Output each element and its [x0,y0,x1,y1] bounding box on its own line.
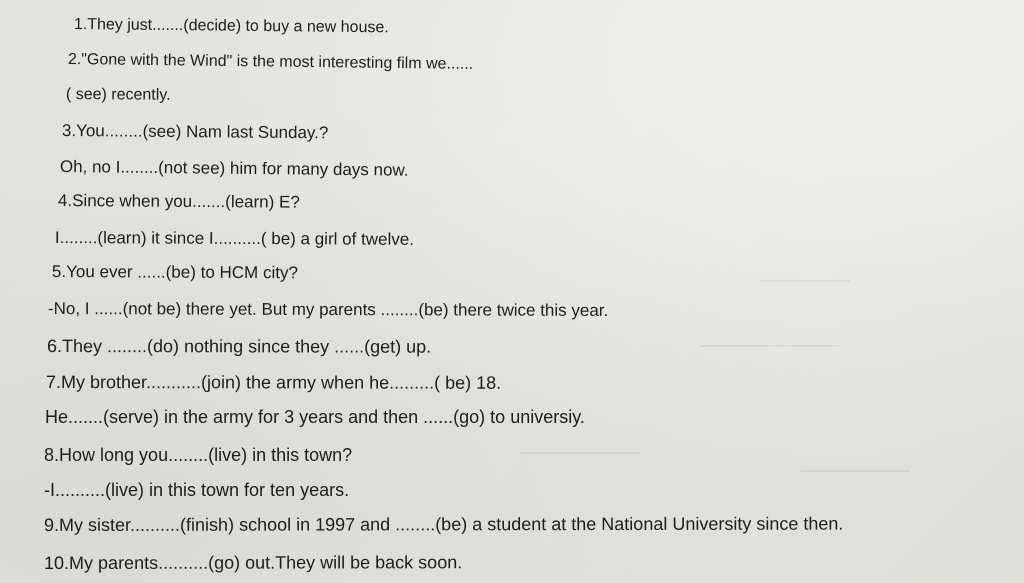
paper-bleed-mark [800,470,910,472]
exercise-line: 10.My parents..........(go) out.They will be back soon. [43,552,463,573]
paper-bleed-mark [700,345,840,347]
exercise-line: 8.How long you........(live) in this town? [44,445,353,465]
exercise-line: 9.My sister..........(finish) school in 1997 and ........(be) a student at the National University since then. [43,513,844,535]
exercise-line: 1.They just.......(decide) to buy a new house. [73,16,389,37]
exercise-line: -I..........(live) in this town for ten years. [44,480,350,500]
paper-bleed-mark [520,452,640,454]
exercise-line: 4.Since when you.......(learn) E? [57,191,300,212]
exercise-line: 7.My brother...........(join) the army when he.........( be) 18. [45,372,502,393]
exercise-line: -No, I ......(not be) there yet. But my parents ........(be) there twice this year. [47,299,609,320]
exercise-line: 3.You........(see) Nam last Sunday.? [61,121,329,143]
exercise-line: 2."Gone with the Wind" is the most interesting film we...... [67,51,474,73]
paper-bleed-mark [760,280,850,282]
exercise-line: 6.They ........(do) nothing since they ......(get) up. [46,336,432,357]
exercise-line: Oh, no I........(not see) him for many days now. [59,157,409,180]
exercise-line: He.......(serve) in the army for 3 years and then ......(go) to universiy. [45,407,585,427]
exercise-line: I........(learn) it since I..........( be) a girl of twelve. [54,228,415,249]
exercise-line: 5.You ever ......(be) to HCM city? [51,262,298,283]
exercise-line: ( see) recently. [65,86,171,104]
